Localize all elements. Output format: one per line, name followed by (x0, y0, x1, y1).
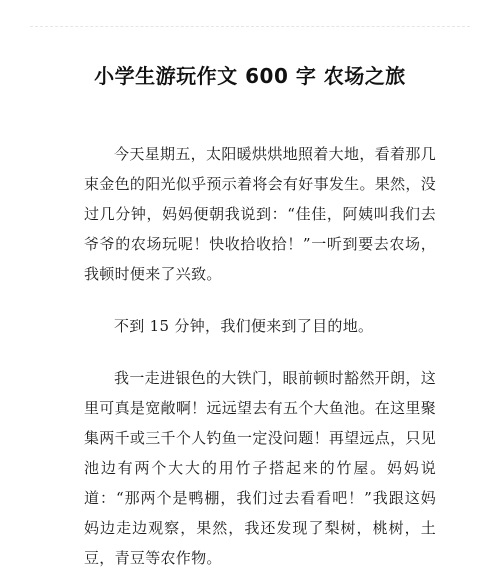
paragraph-2: 不到 15 分钟，我们便来到了目的地。 (114, 317, 374, 335)
cropped-text-fragment (84, 552, 436, 565)
cropped-next-line (84, 552, 436, 565)
paragraph-1: 今天星期五，太阳暖烘烘地照着大地，看着那几束金色的阳光似乎预示着将会有好事发生。果然，没过几分钟，妈妈便朝我说到：“佳佳，阿姨叫我们去爷爷的农场玩呢！快收拾收拾！”一听到要去农场，我顿时便来了兴致。 (84, 145, 436, 283)
document-title: 小学生游玩作文 600 字 农场之旅 (94, 64, 406, 88)
article-body (84, 139, 436, 573)
header-divider (30, 26, 470, 27)
paragraph-3: 我一走进银色的大铁门，眼前顿时豁然开朗，这里可真是宽敞啊！远远望去有五个大鱼池。在这里聚集两千或三千个人钓鱼一定没问题！再望远点，只见池边有两个大大的用竹子搭起来的竹屋。妈妈说道：“那两个是鸭棚，我们过去看看吧！”我跟这妈妈边走边观察，果然，我还发现了梨树，桃树，土豆，青豆等农作物。 (84, 369, 436, 567)
